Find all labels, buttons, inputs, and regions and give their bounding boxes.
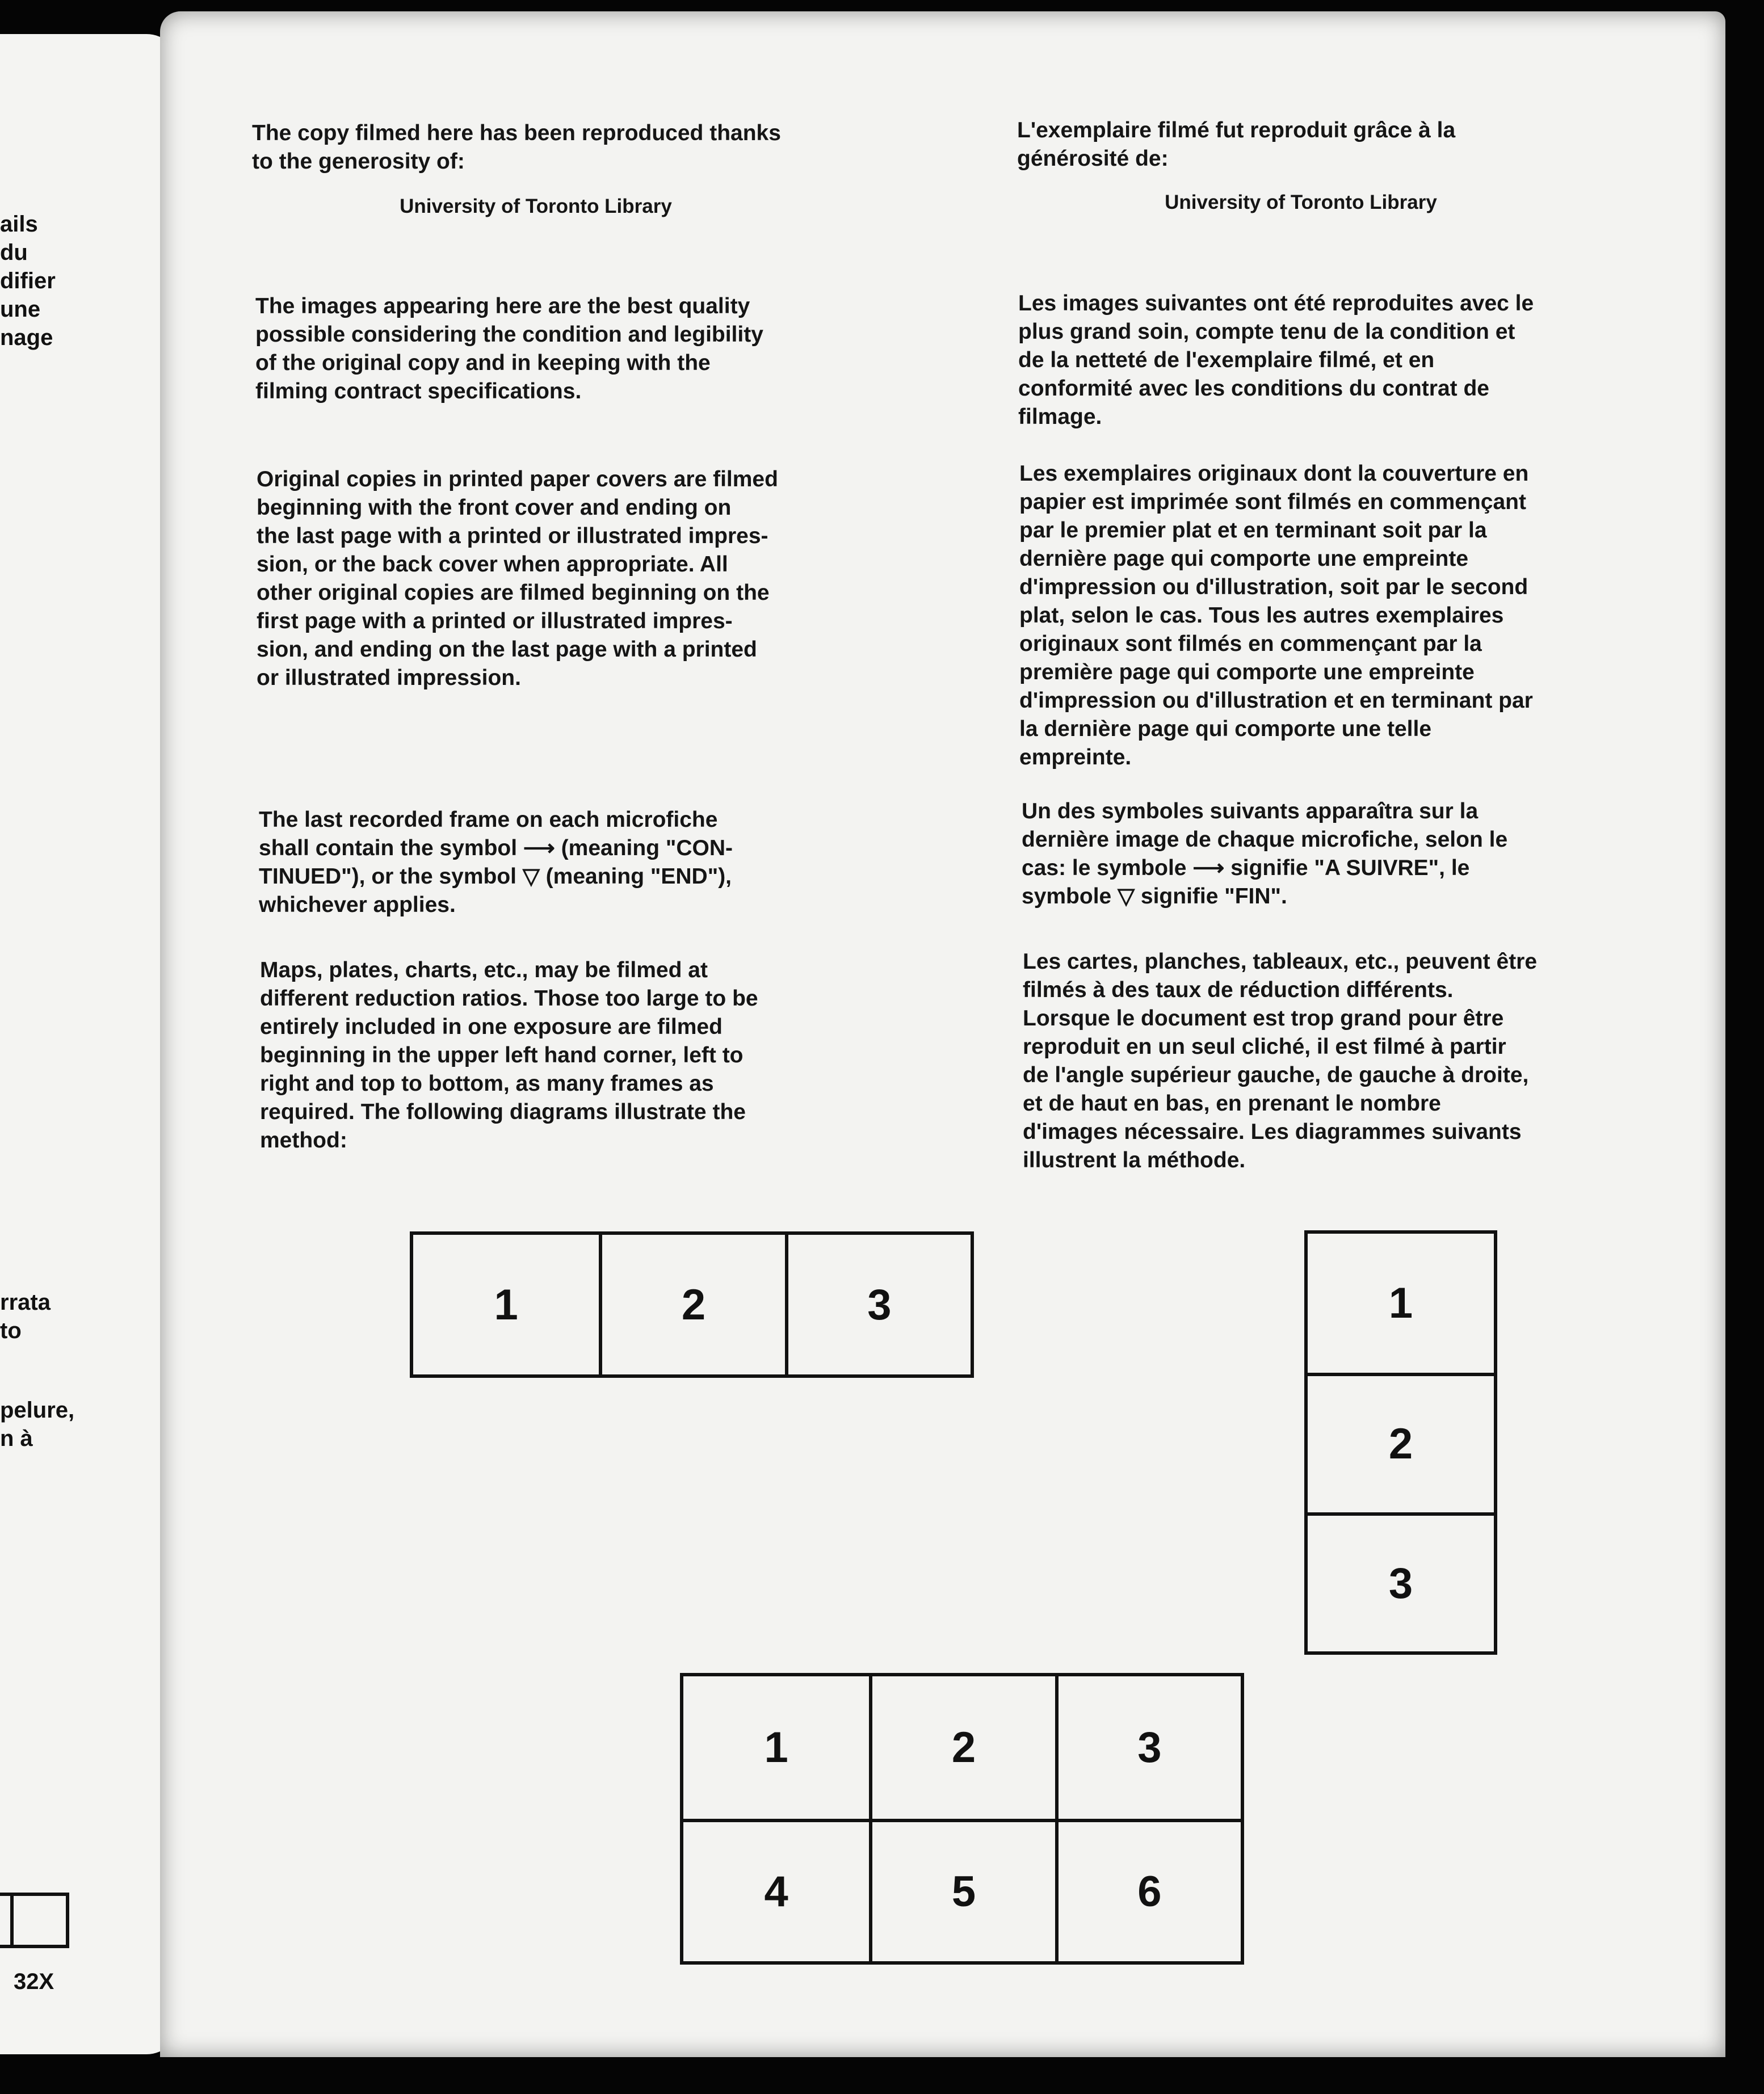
french-library-name: University of Toronto Library	[1165, 191, 1437, 213]
french-symbols-paragraph: Un des symboles suivants apparaîtra sur la dernière image de chaque microfiche, selon le cas: le symbole ⟶ signifie "A SUIVRE", le symbole ▽ signifie "FIN".	[1022, 799, 1508, 909]
frame-cell: 1	[494, 1280, 518, 1329]
resolution-target-box	[0, 1893, 69, 1948]
french-acknowledgement: L'exemplaire filmé fut reproduit grâce à la générosité de:	[1017, 118, 1456, 171]
english-original-copies-paragraph: Original copies in printed paper covers are filmed beginning with the front cover and ending on the last page with a printed or illustrated impres- sion, or the back cover when appropriate. All other original copies are filmed beginning on the first page with a printed or illustrated impres- sion, and ending on the last page with a printed or illustrated impression.	[257, 467, 778, 690]
frame-cell: 3	[1308, 1512, 1494, 1651]
frame-cell: 6	[1055, 1819, 1241, 1961]
english-acknowledgement: The copy filmed here has been reproduced thanks to the generosity of:	[252, 121, 781, 174]
diagram-vertical-three-frames	[1304, 1230, 1497, 1655]
diagram-horizontal-three-frames	[410, 1231, 974, 1378]
frame-cell: 5	[869, 1819, 1055, 1961]
french-original-copies-paragraph: Les exemplaires originaux dont la couverture en papier est imprimée sont filmés en commençant par le premier plat et en terminant soit par la dernière page qui comporte une empreinte d'impression ou d'illustration, soit par le second plat, selon le cas. Tous les autres exemplaires originaux sont filmés en commençant par la première page qui comporte une empreinte d'impression ou d'illustration et en terminant par la dernière page qui comporte une telle empreinte.	[1019, 461, 1533, 770]
left-text-fragments-mid: rrata to	[0, 1290, 51, 1343]
frame-cell: 2	[599, 1235, 784, 1374]
frame-cell: 1	[764, 1723, 788, 1772]
english-maps-paragraph: Maps, plates, charts, etc., may be filmed at different reduction ratios. Those too large to be entirely included in one exposure are filmed beginning in the upper left hand corner, left to right and top to bottom, as many frames as required. The following diagrams illustrate the method:	[260, 958, 758, 1153]
frame-cell: 3	[1055, 1676, 1241, 1819]
left-text-fragments-low: pelure, n à	[0, 1398, 75, 1451]
frame-cell: 2	[869, 1676, 1055, 1819]
french-maps-paragraph: Les cartes, planches, tableaux, etc., peuvent être filmés à des taux de réduction différents. Lorsque le document est trop grand pour être reproduit en un seul cliché, il est filmé à partir de l'angle supérieur gauche, de gauche à droite, et de haut en bas, en prenant le nombre d'images nécessaire. Les diagrammes suivants illustrent la méthode.	[1023, 949, 1538, 1172]
frame-cell: 3	[785, 1235, 971, 1374]
reduction-ratio-label: 32X	[14, 1969, 54, 1994]
frame-cell: 1	[1388, 1279, 1413, 1328]
english-image-quality-paragraph: The images appearing here are the best quality possible considering the condition and legibility of the original copy and in keeping with the filming contract specifications.	[255, 294, 763, 403]
french-image-quality-paragraph: Les images suivantes ont été reproduites avec le plus grand soin, compte tenu de la condition et de la netteté de l'exemplaire filmé, et en conformité avec les conditions du contrat de filmage.	[1018, 291, 1534, 429]
english-library-name: University of Toronto Library	[400, 195, 672, 217]
frame-cell: 2	[1308, 1373, 1494, 1512]
left-adjacent-page	[0, 34, 180, 2054]
diagram-six-frame-grid	[680, 1673, 1244, 1965]
frame-cell: 4	[683, 1819, 869, 1961]
left-text-fragments-top: ails du difier une nage	[0, 212, 56, 350]
english-symbols-paragraph: The last recorded frame on each microfiche shall contain the symbol ⟶ (meaning "CON- TINUED"), or the symbol ▽ (meaning "END"), whichever applies.	[259, 808, 733, 917]
